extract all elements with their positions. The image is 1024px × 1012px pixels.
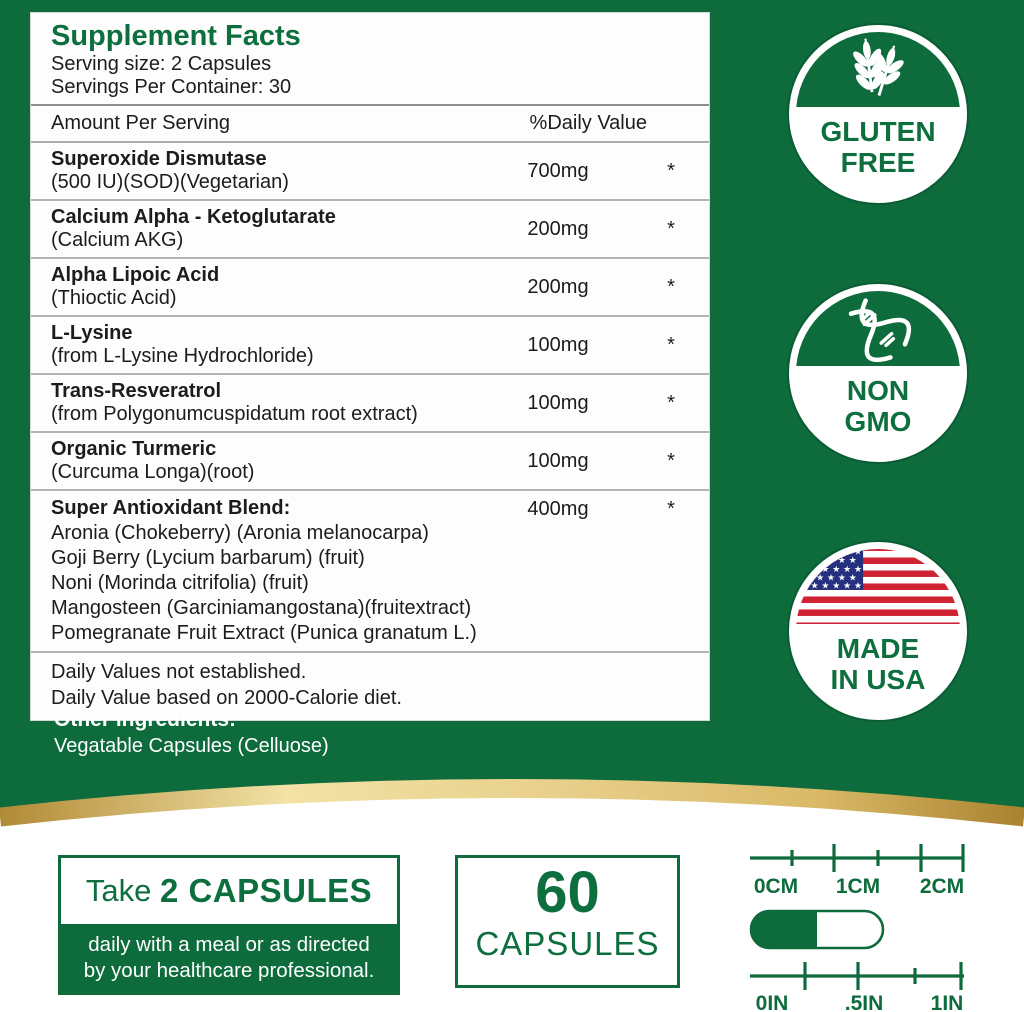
svg-text:★ ★ ★ ★ ★ ★: ★ ★ ★ ★ ★ ★ xyxy=(799,564,863,575)
wheat-icon xyxy=(830,35,926,105)
ruler-label-cm: 2CM xyxy=(919,875,965,898)
badge-text: GMO xyxy=(844,406,912,438)
ingredient-name: Superoxide Dismutase xyxy=(51,148,267,170)
dosage-strong: 2 CAPSULES xyxy=(159,872,373,909)
ingredient-row xyxy=(31,259,709,317)
blend-item: Mangosteen (Garciniamangostana)(fruitextract) xyxy=(51,597,472,619)
ruler-label-in: 0IN xyxy=(755,992,789,1012)
dosage-instructions: daily with a meal or as directed xyxy=(88,933,370,956)
blend-item: Pomegranate Fruit Extract (Punica granatum L.) xyxy=(51,622,477,644)
ingredient-name: Alpha Lipoic Acid xyxy=(51,264,220,286)
badge-text: GLUTEN xyxy=(820,116,936,148)
badge-text: NON xyxy=(846,375,910,407)
gold-arc xyxy=(0,772,1024,848)
ingredient-detail: (from L-Lysine Hydrochloride) xyxy=(51,345,314,367)
supplement-facts-panel xyxy=(30,12,710,721)
size-ruler xyxy=(740,838,990,1012)
ingredient-detail: (from Polygonumcuspidatum root extract) xyxy=(51,403,418,425)
capsule-count-box xyxy=(455,855,680,988)
ingredient-row xyxy=(31,317,709,375)
capsule-count-label: CAPSULES xyxy=(475,925,660,962)
ingredient-row xyxy=(31,375,709,433)
other-ingredients-value: Vegatable Capsules (Celluose) xyxy=(54,735,329,757)
blend-item: Aronia (Chokeberry) (Aronia melanocarpa) xyxy=(51,522,429,544)
blend-item: Goji Berry (Lycium barbarum) (fruit) xyxy=(51,547,365,569)
ruler-label-cm: 1CM xyxy=(835,875,881,898)
ingredient-detail: (Curcuma Longa)(root) xyxy=(51,461,255,483)
svg-text:★ ★ ★ ★ ★ ★: ★ ★ ★ ★ ★ ★ xyxy=(799,549,863,558)
blend-item: Noni (Morinda citrifolia) (fruit) xyxy=(51,572,309,594)
ingredient-dv: * xyxy=(667,217,675,240)
ingredient-dv: * xyxy=(667,333,675,356)
ingredient-name: Trans-Resveratrol xyxy=(51,380,222,402)
svg-text:★ ★ ★ ★ ★: ★ ★ ★ ★ ★ xyxy=(805,573,857,584)
ingredient-name: L-Lysine xyxy=(51,322,133,344)
ingredient-detail: (Calcium AKG) xyxy=(51,229,184,251)
badge-text: MADE xyxy=(836,633,920,665)
panel-title: Supplement Facts xyxy=(51,20,301,52)
badge-text: FREE xyxy=(840,147,916,179)
svg-text:★ ★ ★ ★ ★: ★ ★ ★ ★ ★ xyxy=(805,556,857,567)
ingredient-amount: 200mg xyxy=(527,275,589,298)
dna-icon xyxy=(839,294,917,364)
column-amount-per-serving: Amount Per Serving xyxy=(51,112,230,134)
ruler-label-cm: 0CM xyxy=(753,875,799,898)
gluten-free-badge xyxy=(789,25,967,203)
svg-text:★ ★ ★ ★ ★ ★: ★ ★ ★ ★ ★ ★ xyxy=(799,581,863,592)
ingredient-row xyxy=(31,201,709,259)
footnote: Daily Values not established. xyxy=(51,661,307,683)
ingredient-amount: 200mg xyxy=(527,217,589,240)
ingredient-amount: 700mg xyxy=(527,159,589,182)
ingredient-name: Organic Turmeric xyxy=(51,438,217,460)
ingredient-amount: 100mg xyxy=(527,333,589,356)
ingredient-dv: * xyxy=(667,449,675,472)
ruler-label-in: .5IN xyxy=(844,992,884,1012)
blend-name: Super Antioxidant Blend: xyxy=(51,497,291,519)
non-gmo-badge xyxy=(789,284,967,462)
other-ingredients xyxy=(54,706,329,760)
ingredient-dv: * xyxy=(667,159,675,182)
capsule-illustration xyxy=(751,911,883,948)
blend-row xyxy=(31,491,709,653)
blend-amount: 400mg xyxy=(527,498,589,520)
ruler-label-in: 1IN xyxy=(930,992,964,1012)
column-daily-value: %Daily Value xyxy=(529,112,647,134)
ingredient-detail: (500 IU)(SOD)(Vegetarian) xyxy=(51,171,289,193)
dosage-prefix: Take xyxy=(85,873,152,908)
usa-flag-icon xyxy=(796,549,960,624)
badge-text: IN USA xyxy=(830,664,926,696)
ingredient-amount: 100mg xyxy=(527,391,589,414)
table-header-row xyxy=(31,104,709,143)
dosage-box xyxy=(58,855,400,995)
ingredient-row xyxy=(31,143,709,201)
other-ingredients-label: Other ingredients: xyxy=(54,708,237,731)
capsule-count-number: 60 xyxy=(535,860,600,925)
blend-dv: * xyxy=(667,498,675,520)
servings-per-container: Servings Per Container: 30 xyxy=(51,76,292,98)
ingredient-amount: 100mg xyxy=(527,449,589,472)
panel-header xyxy=(31,13,709,104)
serving-size: Serving size: 2 Capsules xyxy=(51,53,272,75)
footnote: Daily Value based on 2000-Calorie diet. xyxy=(51,687,402,709)
dosage-instructions: by your healthcare professional. xyxy=(83,959,375,982)
ingredient-row xyxy=(31,433,709,491)
ingredient-detail: (Thioctic Acid) xyxy=(51,287,177,309)
ingredient-name: Calcium Alpha - Ketoglutarate xyxy=(51,206,336,228)
made-in-usa-badge xyxy=(789,542,967,720)
ingredient-dv: * xyxy=(667,275,675,298)
ingredient-dv: * xyxy=(667,391,675,414)
